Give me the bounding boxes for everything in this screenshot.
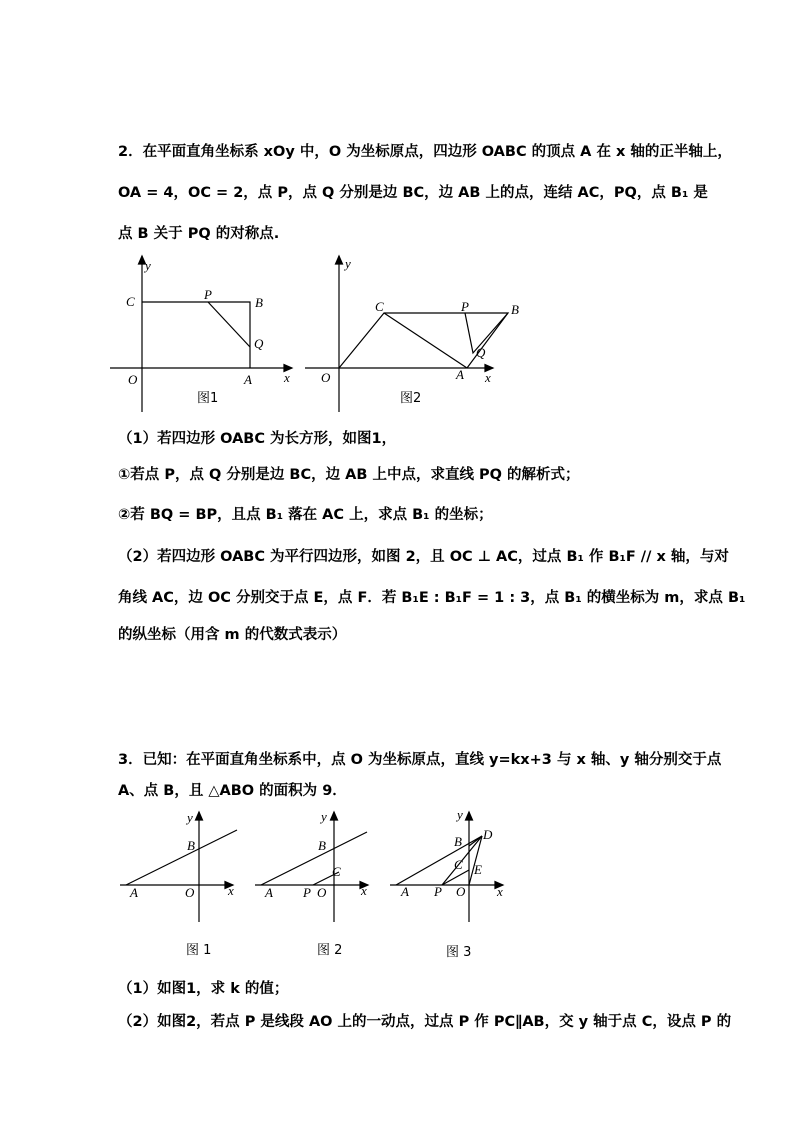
fig-label: x [497, 884, 503, 899]
fig-label: B [511, 302, 519, 317]
fig-label: O [128, 372, 138, 387]
q2-line-1: 2．在平面直角坐标系 xOy 中，O 为坐标原点，四边形 OABC 的顶点 A 在 x 轴的正半轴上， [118, 144, 732, 160]
q3-sub-1: （1）如图1，求 k 的值； [118, 981, 289, 997]
fig-label: P [303, 885, 311, 900]
fig-label: y [345, 256, 351, 271]
fig-label: Q [476, 345, 486, 360]
q2-figure-2 [305, 250, 519, 420]
q2-line-3: 点 B 关于 PQ 的对称点. [118, 226, 280, 242]
fig-label: x [485, 370, 491, 385]
fig-label: C [332, 864, 341, 879]
fig-label: x [228, 883, 234, 898]
fig-label: x [361, 883, 367, 898]
q2-sub-2a: （2）若四边形 OABC 为平行四边形，如图 2，且 OC ⊥ AC，过点 B₁ 作 B₁F // x 轴，与对 [118, 549, 729, 565]
fig-label: y [457, 807, 463, 822]
fig-label: A [265, 885, 273, 900]
fig-label: x [284, 370, 290, 385]
fig-label: y [145, 258, 151, 273]
fig-label: C [454, 857, 463, 872]
figure-caption: 图2 [400, 391, 422, 406]
fig-label: O [456, 884, 466, 899]
fig-label: y [321, 809, 327, 824]
fig-label: A [456, 367, 464, 382]
q2-line-2: OA = 4，OC = 2，点 P，点 Q 分别是边 BC，边 AB 上的点，连结 AC，PQ，点 B₁ 是 [118, 185, 708, 201]
fig-label: B [187, 838, 195, 853]
q3-figure-2 [255, 808, 380, 963]
fig-label: D [483, 827, 493, 842]
figure-caption: 图1 [197, 391, 219, 406]
q3-figure-1 [120, 808, 245, 963]
q2-sub-1b: ②若 BQ = BP，且点 B₁ 落在 AC 上，求点 B₁ 的坐标； [118, 507, 493, 523]
fig-label: B [255, 295, 263, 310]
fig-label: B [454, 834, 462, 849]
fig-label: O [185, 885, 195, 900]
q2-sub-2b: 角线 AC，边 OC 分别交于点 E，点 F．若 B₁E : B₁F = 1 : 3，点 B₁ 的横坐标为 m，求点 B₁ [118, 590, 746, 606]
fig-label: P [461, 299, 469, 314]
figure-caption: 图 3 [446, 945, 472, 960]
fig-label: P [204, 287, 212, 302]
fig-label: A [130, 885, 138, 900]
fig-label: E [474, 862, 482, 877]
fig-label: O [321, 370, 331, 385]
figure-caption: 图 1 [186, 943, 212, 958]
fig-label: y [187, 810, 193, 825]
q2-sub-1: （1）若四边形 OABC 为长方形，如图1， [118, 431, 397, 447]
fig-label: A [244, 372, 252, 387]
q3-sub-2: （2）如图2，若点 P 是线段 AO 上的一动点，过点 P 作 PC∥AB，交 y 轴于点 C，设点 P 的 [118, 1014, 732, 1030]
fig-label: Q [254, 336, 264, 351]
q3-line-2: A、点 B，且 △ABO 的面积为 9． [118, 783, 347, 799]
q2-figure-1 [110, 250, 300, 420]
fig-label: A [401, 884, 409, 899]
q3-figure-3 [390, 808, 515, 963]
fig-label: C [375, 299, 384, 314]
q2-sub-2c: 的纵坐标（用含 m 的代数式表示） [118, 627, 347, 643]
fig-label: P [434, 884, 442, 899]
q2-sub-1a: ①若点 P，点 Q 分别是边 BC，边 AB 上中点，求直线 PQ 的解析式； [118, 467, 580, 483]
fig-label: O [317, 885, 327, 900]
q3-line-1: 3．已知：在平面直角坐标系中，点 O 为坐标原点，直线 y=kx+3 与 x 轴、y 轴分别交于点 [118, 752, 722, 768]
fig-label: C [126, 294, 135, 309]
fig-label: B [318, 838, 326, 853]
figure-caption: 图 2 [317, 943, 343, 958]
